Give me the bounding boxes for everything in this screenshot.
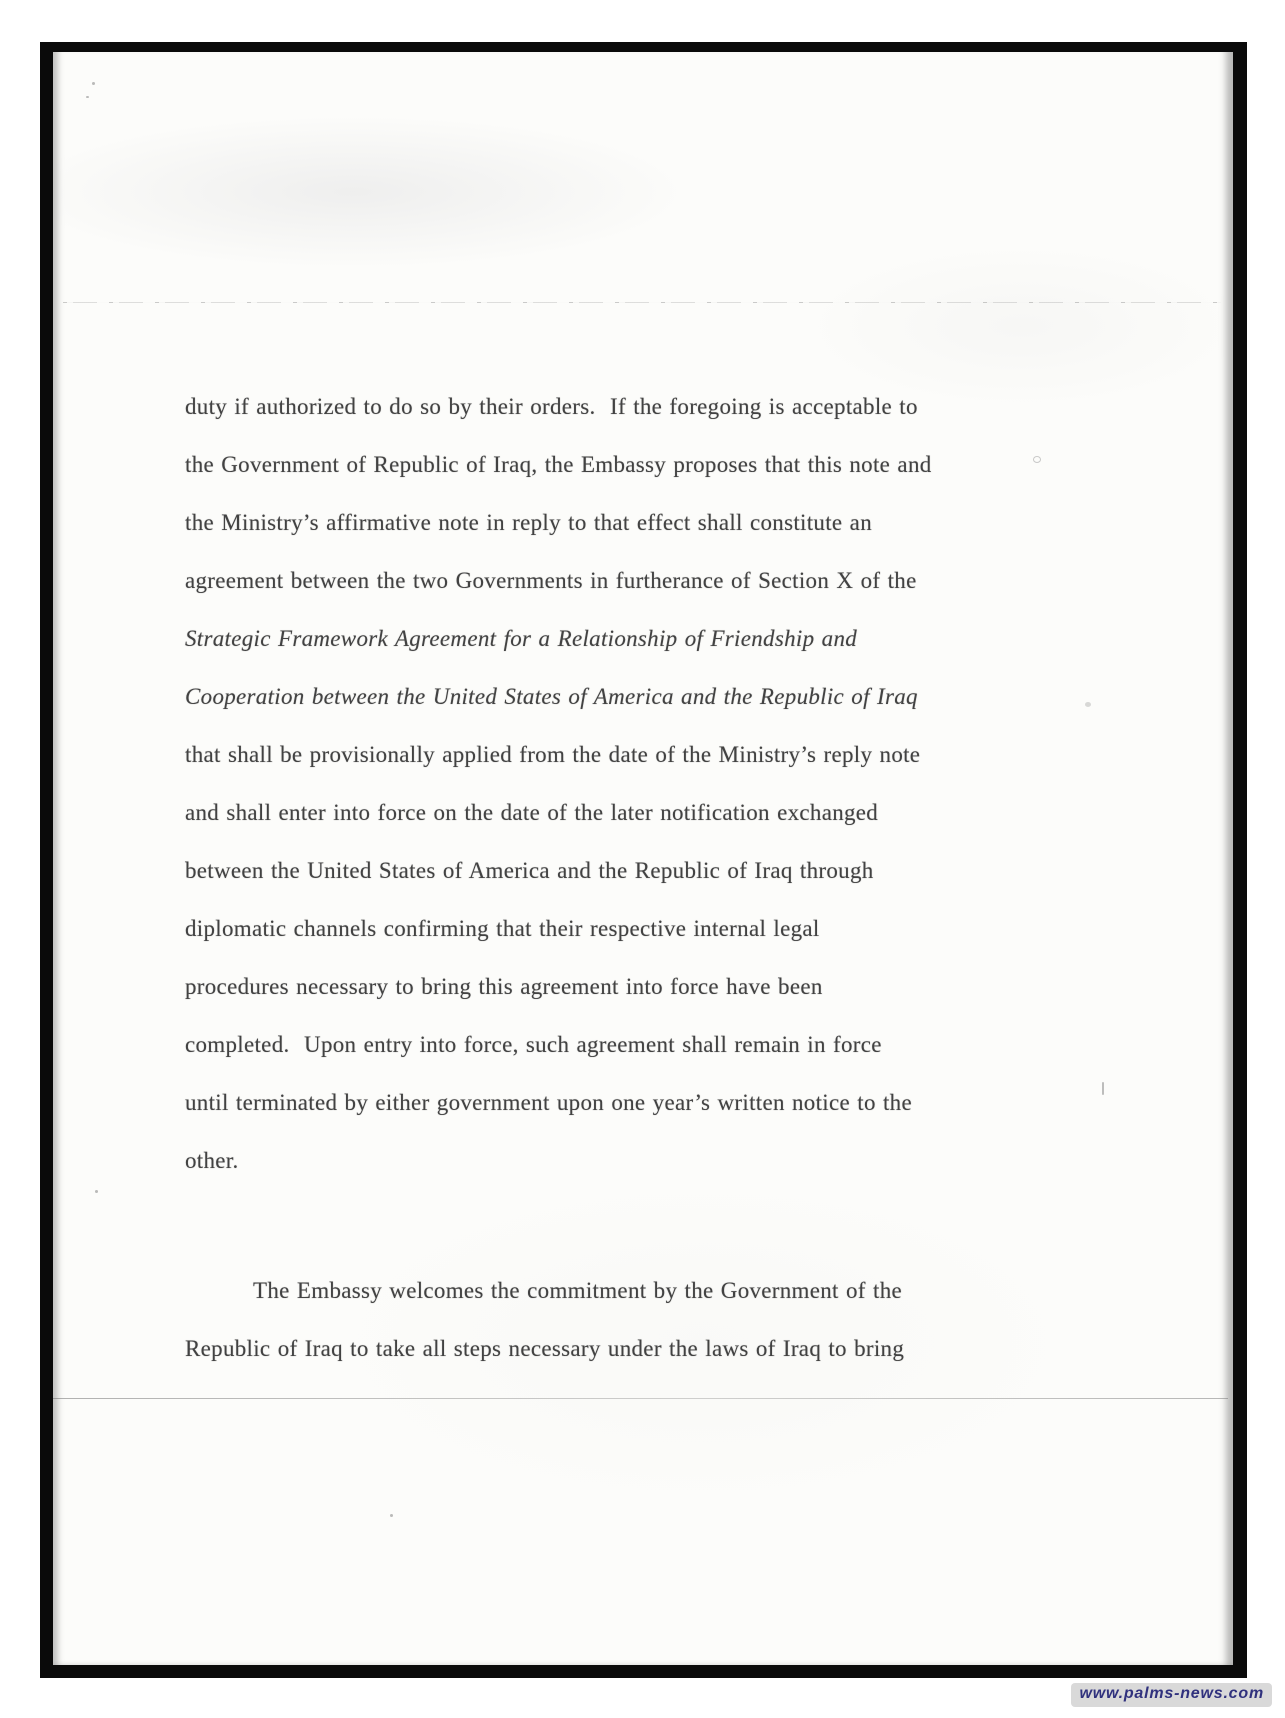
scan-speck	[92, 82, 95, 85]
document-line: the Government of Republic of Iraq, the Embassy proposes that this note and	[185, 452, 932, 477]
watermark-badge	[1071, 1683, 1272, 1707]
scan-speck	[1085, 702, 1091, 707]
scan-speck	[1033, 456, 1041, 463]
document-line: procedures necessary to bring this agreement into force have been	[185, 974, 823, 999]
document-body	[185, 378, 1077, 1378]
document-line: other.	[185, 1148, 239, 1173]
document-line: diplomatic channels confirming that their respective internal legal	[185, 916, 820, 941]
document-line: agreement between the two Governments in furtherance of Section X of the	[185, 568, 917, 593]
document-line: completed. Upon entry into force, such agreement shall remain in force	[185, 1032, 882, 1057]
scan-border-frame	[40, 42, 1247, 1678]
document-line-indented: The Embassy welcomes the commitment by the Government of the	[253, 1278, 903, 1303]
document-line: duty if authorized to do so by their orders. If the foregoing is acceptable to	[185, 394, 918, 419]
document-line: between the United States of America and the Republic of Iraq through	[185, 858, 874, 883]
document-line-italic: Strategic Framework Agreement for a Relationship of Friendship and	[185, 626, 858, 651]
scan-speck	[95, 1190, 98, 1193]
document-line: Republic of Iraq to take all steps necessary under the laws of Iraq to bring	[185, 1336, 905, 1361]
document-line: until terminated by either government upon one year’s written notice to the	[185, 1090, 912, 1115]
document-line: the Ministry’s affirmative note in reply to that effect shall constitute an	[185, 510, 872, 535]
scan-artifact-line-bottom	[53, 1398, 1228, 1399]
document-paragraph	[185, 1262, 1077, 1378]
document-line: and shall enter into force on the date of the later notification exchanged	[185, 800, 879, 825]
scan-artifact-line-top	[63, 302, 1221, 303]
watermark-text: www.palms-news.com	[1079, 1685, 1264, 1702]
scan-speck	[86, 96, 89, 98]
document-line-italic: Cooperation between the United States of America and the Republic of Iraq	[185, 684, 918, 709]
scanned-page	[53, 52, 1233, 1665]
document-line: that shall be provisionally applied from the date of the Ministry’s reply note	[185, 742, 921, 767]
scan-speck	[1102, 1082, 1104, 1095]
scan-speck	[390, 1514, 393, 1517]
